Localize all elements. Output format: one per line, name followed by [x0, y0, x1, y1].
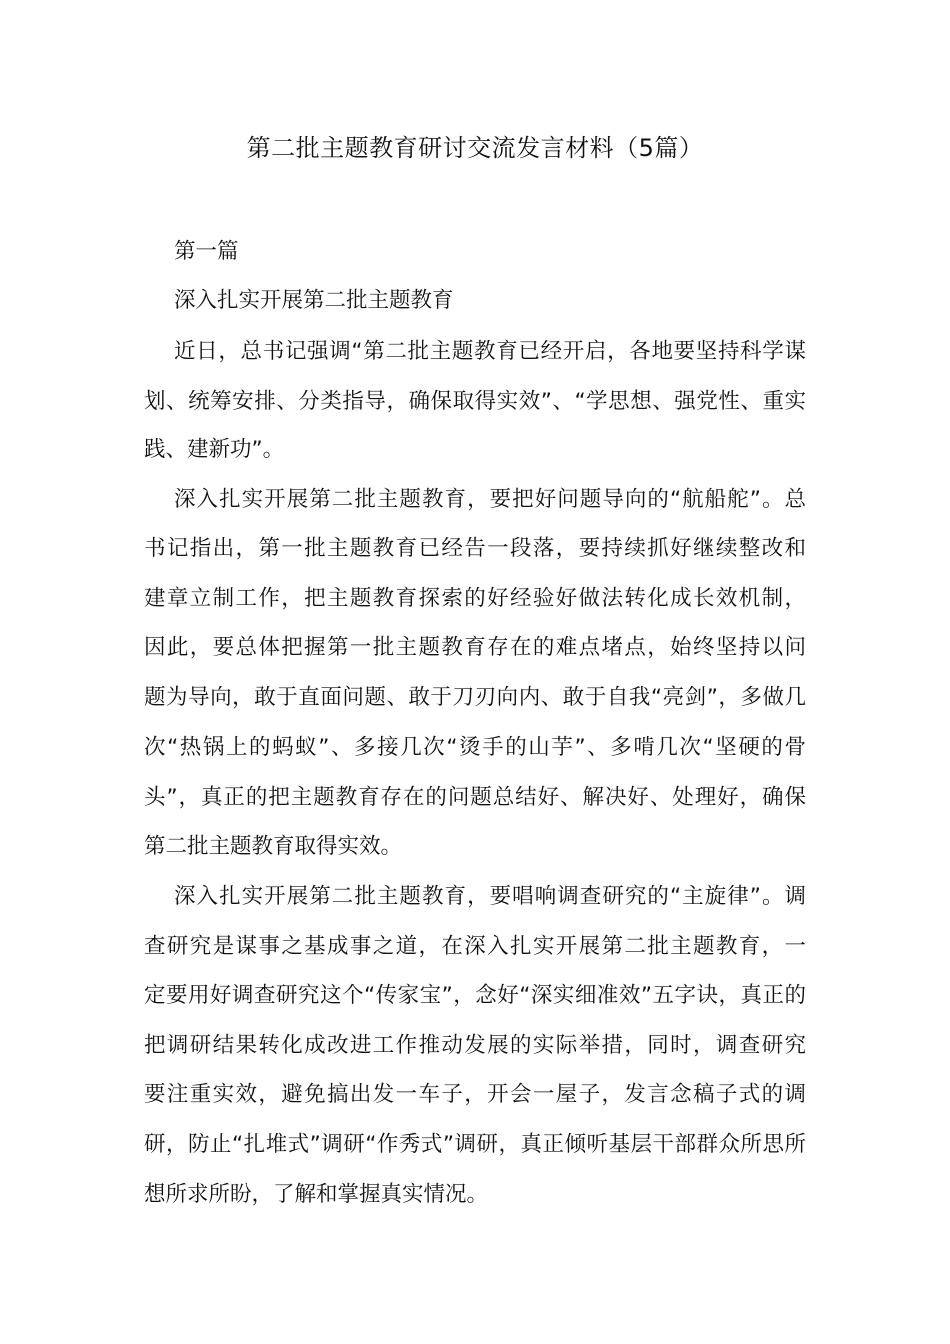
paragraph-line: 书记指出，第一批主题教育已经告一段落，要持续抓好继续整改和 [144, 536, 806, 561]
paragraph-line: 深入扎实开展第二批主题教育，要把好问题导向的“航船舵”。总 [174, 487, 806, 512]
section-heading: 深入扎实开展第二批主题教育 [174, 288, 454, 313]
paragraph-line: 题为导向，敢于直面问题、敢于刀刃向内、敢于自我“亮剑”，多做几 [144, 685, 806, 710]
paragraph-line: 把调研结果转化成改进工作推动发展的实际举措，同时，调查研究 [144, 1033, 806, 1058]
section-label: 第一篇 [174, 239, 239, 264]
paragraph-line: 次“热锅上的蚂蚁”、多接几次“烫手的山芋”、多啃几次“坚硬的骨 [144, 735, 806, 760]
document-title: 第二批主题教育研讨交流发言材料（5篇） [246, 134, 704, 162]
paragraph-line: 深入扎实开展第二批主题教育，要唱响调查研究的“主旋律”。调 [174, 884, 806, 909]
paragraph-line: 要注重实效，避免搞出发一车子，开会一屋子，发言念稿子式的调 [144, 1082, 806, 1107]
paragraph-line: 第二批主题教育取得实效。 [144, 834, 403, 859]
paragraph-line: 建章立制工作，把主题教育探索的好经验好做法转化成长效机制， [144, 586, 806, 611]
paragraph-line: 近日，总书记强调“第二批主题教育已经开启，各地要坚持科学谋 [174, 339, 806, 364]
paragraph-line: 定要用好调查研究这个“传家宝”，念好“深实细准效”五字诀，真正的 [144, 983, 806, 1008]
paragraph-line: 践、建新功”。 [144, 437, 285, 462]
paragraph-line: 想所求所盼，了解和掌握真实情况。 [144, 1182, 489, 1207]
paragraph-line: 划、统筹安排、分类指导，确保取得实效”、“学思想、强党性、重实 [144, 389, 806, 414]
paragraph-line: 查研究是谋事之基成事之道，在深入扎实开展第二批主题教育，一 [144, 934, 806, 959]
paragraph-line: 因此，要总体把握第一批主题教育存在的难点堵点，始终坚持以问 [144, 635, 806, 660]
paragraph-line: 研，防止“扎堆式”调研“作秀式”调研，真正倾听基层干部群众所思所 [144, 1132, 806, 1157]
paragraph-line: 头”，真正的把主题教育存在的问题总结好、解决好、处理好，确保 [144, 785, 806, 810]
